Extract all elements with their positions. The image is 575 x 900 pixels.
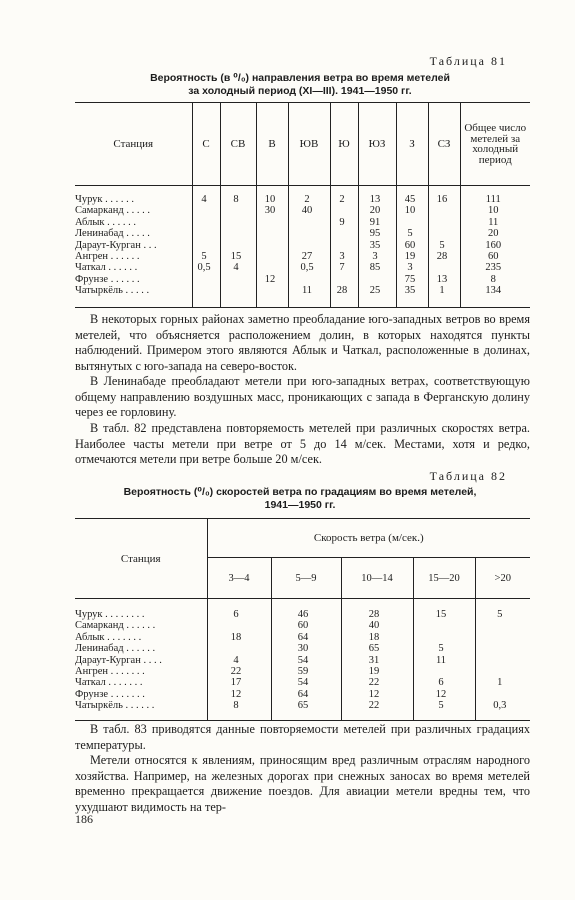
table-82-row xyxy=(75,677,530,688)
table-82-cell: 65 xyxy=(341,643,413,654)
table-82-row xyxy=(75,609,530,620)
table-82-station: Аблык . . . . . . . xyxy=(75,631,142,643)
table-81-header: Ю xyxy=(330,103,358,186)
table-81-cell xyxy=(192,285,220,296)
table-81-cell xyxy=(220,240,256,251)
table-81-cell: 160 xyxy=(460,240,530,251)
table-81-station: Ангрен . . . . . . xyxy=(75,251,140,263)
table-81-cell: 28 xyxy=(330,285,358,296)
table-82-body xyxy=(75,599,530,721)
table-82-cell: 6 xyxy=(207,609,271,620)
table-81-cell: 11 xyxy=(288,285,330,296)
paragraph-3: В табл. 82 представлена повторяемость метелей при различных скоростях ветра. Наиболее часты метели при ветре от 5 до 14 м/сек. Местами, хотя и редко, отмечаются метели при ветре больше 20 м/сек. xyxy=(75,421,530,467)
table-82-cell: 54 xyxy=(271,655,341,666)
table-81-cell xyxy=(330,274,358,285)
table-82-row xyxy=(75,655,530,666)
table-82-cell: 8 xyxy=(207,700,271,711)
table-81-caption xyxy=(80,72,520,98)
table-81-cell: 12 xyxy=(256,274,288,285)
table-81-cell xyxy=(220,228,256,239)
table-81-cell xyxy=(220,285,256,296)
table-81-header-total: Общее число метелей за холодный период xyxy=(460,103,530,186)
table-82-cell: 15 xyxy=(413,609,475,620)
table-81-cell xyxy=(256,217,288,228)
table-82 xyxy=(75,518,530,721)
table-82-cell: 12 xyxy=(207,689,271,700)
table-81-cell xyxy=(330,228,358,239)
table-82-station: Чурук . . . . . . . . xyxy=(75,609,145,620)
table-82-row xyxy=(75,620,530,631)
table-81-caption-line2: за холодный период (XI—III). 1941—1950 гг. xyxy=(188,85,412,97)
table-81-cell xyxy=(192,228,220,239)
table-82-speed-header: Скорость ветра (м/сек.) xyxy=(207,519,530,558)
table-81-cell: 28 xyxy=(428,251,460,262)
table-81-row xyxy=(75,217,530,228)
table-81-cell xyxy=(428,217,460,228)
table-81-cell: 35 xyxy=(358,240,396,251)
table-81-cell: 30 xyxy=(256,205,288,216)
table-82-cell xyxy=(413,620,475,631)
table-81-cell: 75 xyxy=(396,274,428,285)
table-82-grade: 5—9 xyxy=(271,558,341,599)
table-81-cell: 16 xyxy=(428,194,460,205)
table-82-cell xyxy=(413,632,475,643)
table-82-cell xyxy=(475,632,530,643)
table-82-grade: 3—4 xyxy=(207,558,271,599)
table-81-cell xyxy=(330,240,358,251)
table-81 xyxy=(75,102,530,308)
table-81-header: СЗ xyxy=(428,103,460,186)
table-81-row xyxy=(75,274,530,285)
table-81-header: СВ xyxy=(220,103,256,186)
table-81-cell: 15 xyxy=(220,251,256,262)
table-82-cell: 0,3 xyxy=(475,700,530,711)
table-81-row xyxy=(75,240,530,251)
table-81-row xyxy=(75,228,530,239)
table-82-cell: 17 xyxy=(207,677,271,688)
table-81-cell: 19 xyxy=(396,251,428,262)
table-82-header-row xyxy=(75,519,530,558)
table-81-cell: 0,5 xyxy=(192,262,220,273)
table-81-cell: 3 xyxy=(396,262,428,273)
table-82-cell: 54 xyxy=(271,677,341,688)
table-81-cell: 60 xyxy=(460,251,530,262)
table-82-cell: 46 xyxy=(271,609,341,620)
paragraph-2: В Ленинабаде преобладают метели при юго-западных ветрах, соответствующую общему направлению воздушных масс, проникающих с запада в Ферганскую долину через ее горловину. xyxy=(75,374,530,420)
table-81-station: Чаткал . . . . . . xyxy=(75,262,138,274)
table-81-cell xyxy=(256,251,288,262)
table-81-cell: 60 xyxy=(396,240,428,251)
paragraph-5: Метели относятся к явлениям, приносящим вред различным отраслям народного хозяйства. Например, на железных дорогах при снежных заносах во время метелей временно прекращается движение поездов. Для авиации метели вредны тем, что ухудшают видимость на тер- xyxy=(75,753,530,814)
table-81-cell: 91 xyxy=(358,217,396,228)
table-81-header-row xyxy=(75,103,530,186)
table-81-cell xyxy=(288,228,330,239)
table-81-cell: 5 xyxy=(428,240,460,251)
table-82-caption xyxy=(80,486,520,512)
table-82-cell: 18 xyxy=(207,632,271,643)
table-81-station: Дараут-Курган . . . xyxy=(75,239,157,251)
table-81-label: Таблица 81 xyxy=(429,54,507,68)
table-82-row xyxy=(75,643,530,654)
table-82-cell: 18 xyxy=(341,632,413,643)
table-81-cell: 1 xyxy=(428,285,460,296)
table-81-station: Чурук . . . . . . xyxy=(75,194,135,205)
table-82-station: Ленинабад . . . . . . xyxy=(75,643,156,655)
paragraph-1: В некоторых горных районах заметно преобладание юго-западных ветров во время метелей, что объясняется расположением долин, в которых находятся пункты наблюдений. Примером этого являются Аблык и Чаткал, расположенные в долинах, вытянутых с юго-запада на северо-восток. xyxy=(75,312,530,373)
table-82-cell: 28 xyxy=(341,609,413,620)
table-82-cell: 22 xyxy=(341,677,413,688)
table-81-cell: 3 xyxy=(330,251,358,262)
table-81-cell xyxy=(256,262,288,273)
table-81-cell: 2 xyxy=(330,194,358,205)
table-81-cell xyxy=(192,205,220,216)
page-number: 186 xyxy=(75,812,93,826)
table-81-cell: 10 xyxy=(396,205,428,216)
table-82-cell: 31 xyxy=(341,655,413,666)
table-82-cell xyxy=(475,666,530,677)
table-81-cell xyxy=(428,228,460,239)
table-81-cell xyxy=(192,217,220,228)
table-81-cell: 4 xyxy=(192,194,220,205)
table-82-cell: 12 xyxy=(341,689,413,700)
table-82-row xyxy=(75,632,530,643)
table-81-row xyxy=(75,205,530,216)
table-82-station: Ангрен . . . . . . . xyxy=(75,666,145,678)
table-81-cell: 13 xyxy=(428,274,460,285)
table-82-grade: 10—14 xyxy=(341,558,413,599)
table-82-cell: 59 xyxy=(271,666,341,677)
table-81-cell xyxy=(220,274,256,285)
table-82-station: Фрунзе . . . . . . . xyxy=(75,688,145,700)
table-81-cell xyxy=(192,274,220,285)
table-82-station: Дараут-Курган . . . . xyxy=(75,654,162,666)
table-81-cell: 27 xyxy=(288,251,330,262)
table-81-cell: 3 xyxy=(358,251,396,262)
table-82-row xyxy=(75,666,530,677)
table-81-cell: 0,5 xyxy=(288,262,330,273)
table-82-cell xyxy=(207,620,271,631)
table-81-cell: 13 xyxy=(358,194,396,205)
table-81-cell xyxy=(288,217,330,228)
table-81-cell xyxy=(256,240,288,251)
table-81-cell: 11 xyxy=(460,217,530,228)
table-81-cell xyxy=(358,274,396,285)
table-81-cell xyxy=(220,217,256,228)
table-82-cell xyxy=(475,643,530,654)
table-82-cell: 12 xyxy=(413,689,475,700)
table-82-row xyxy=(75,689,530,700)
table-81-cell xyxy=(428,205,460,216)
table-82-caption-line2: 1941—1950 гг. xyxy=(264,499,336,511)
table-81-header: ЮВ xyxy=(288,103,330,186)
table-81-header: ЮЗ xyxy=(358,103,396,186)
table-82-station-header: Станция xyxy=(75,519,207,599)
table-81-station: Самарканд . . . . . xyxy=(75,205,150,217)
table-81-cell: 5 xyxy=(396,228,428,239)
table-81-header: С xyxy=(192,103,220,186)
table-82-label: Таблица 82 xyxy=(429,469,507,483)
table-81-cell: 235 xyxy=(460,262,530,273)
table-81-header: Станция xyxy=(75,103,192,186)
table-82-cell: 22 xyxy=(341,700,413,711)
table-81-cell: 5 xyxy=(192,251,220,262)
table-81-cell: 134 xyxy=(460,285,530,296)
table-82-cell xyxy=(413,666,475,677)
table-81-cell: 2 xyxy=(288,194,330,205)
table-81-cell: 20 xyxy=(358,205,396,216)
table-81-cell: 10 xyxy=(256,194,288,205)
table-82-grade: 15—20 xyxy=(413,558,475,599)
table-81-cell: 40 xyxy=(288,205,330,216)
table-82-cell: 5 xyxy=(413,700,475,711)
table-82-row xyxy=(75,700,530,711)
table-82-cell: 4 xyxy=(207,655,271,666)
table-81-cell: 10 xyxy=(460,205,530,216)
table-81-cell xyxy=(288,240,330,251)
table-82-cell xyxy=(475,689,530,700)
table-81-cell: 111 xyxy=(460,194,530,205)
table-81-station: Чатыркёль . . . . . xyxy=(75,285,150,297)
table-81-station: Аблык . . . . . . xyxy=(75,216,137,228)
table-81-cell xyxy=(396,217,428,228)
table-82-cell: 60 xyxy=(271,620,341,631)
table-81-cell xyxy=(220,205,256,216)
table-82-cell: 11 xyxy=(413,655,475,666)
table-81-cell xyxy=(256,285,288,296)
table-82-cell: 5 xyxy=(475,609,530,620)
table-82-cell: 5 xyxy=(413,643,475,654)
table-81-cell: 8 xyxy=(220,194,256,205)
table-82-cell: 1 xyxy=(475,677,530,688)
table-81-station: Ленинабад . . . . . xyxy=(75,228,150,240)
paragraph-4: В табл. 83 приводятся данные повторяемости метелей при различных градациях температуры. xyxy=(75,722,530,752)
table-82-cell xyxy=(207,643,271,654)
table-81-cell: 9 xyxy=(330,217,358,228)
table-81-cell xyxy=(428,262,460,273)
table-81-row xyxy=(75,194,530,205)
table-81-cell: 4 xyxy=(220,262,256,273)
table-82-caption-line1: Вероятность (⁰/₀) скоростей ветра по градациям во время метелей, xyxy=(123,486,477,498)
table-81-cell xyxy=(192,240,220,251)
table-82-cell: 64 xyxy=(271,632,341,643)
table-82-cell: 30 xyxy=(271,643,341,654)
table-82-cell: 40 xyxy=(341,620,413,631)
table-81-cell: 8 xyxy=(460,274,530,285)
table-81-row xyxy=(75,262,530,273)
table-81-station: Фрунзе . . . . . . xyxy=(75,273,140,285)
table-82-cell: 65 xyxy=(271,700,341,711)
table-81-cell xyxy=(330,205,358,216)
table-82-station: Чатыркёль . . . . . . xyxy=(75,700,155,712)
table-81-row xyxy=(75,285,530,296)
table-81-cell: 20 xyxy=(460,228,530,239)
table-81-body xyxy=(75,186,530,308)
table-82-station: Самарканд . . . . . . xyxy=(75,620,156,632)
table-82-grade: >20 xyxy=(475,558,530,599)
table-81-cell: 85 xyxy=(358,262,396,273)
table-82-station: Чаткал . . . . . . . xyxy=(75,677,143,689)
table-81-caption-line1: Вероятность (в ⁰/₀) направления ветра во время метелей xyxy=(150,72,450,84)
table-82-cell xyxy=(475,655,530,666)
table-81-row xyxy=(75,251,530,262)
table-82-cell: 19 xyxy=(341,666,413,677)
table-81-cell: 45 xyxy=(396,194,428,205)
table-81-header: З xyxy=(396,103,428,186)
table-81-cell xyxy=(288,274,330,285)
table-81-header: В xyxy=(256,103,288,186)
table-81-cell xyxy=(256,228,288,239)
table-82-cell: 22 xyxy=(207,666,271,677)
table-81-cell: 35 xyxy=(396,285,428,296)
table-81-cell: 95 xyxy=(358,228,396,239)
table-81-cell: 25 xyxy=(358,285,396,296)
table-82-cell: 64 xyxy=(271,689,341,700)
table-82-cell xyxy=(475,620,530,631)
table-81-cell: 7 xyxy=(330,262,358,273)
table-82-cell: 6 xyxy=(413,677,475,688)
